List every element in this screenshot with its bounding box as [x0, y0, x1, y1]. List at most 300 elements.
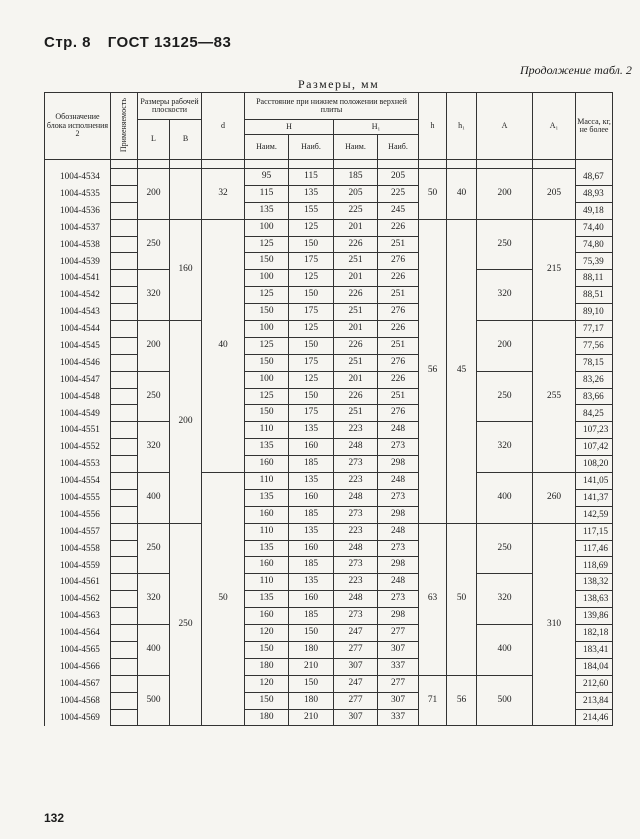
H1-max-cell: 298: [378, 456, 419, 473]
H1-max-cell: 226: [378, 219, 419, 236]
applicability-cell: [111, 354, 138, 371]
H1-max-cell: 248: [378, 473, 419, 490]
H-max-cell: 210: [289, 658, 334, 675]
mass-cell: 83,26: [576, 371, 613, 388]
mass-cell: 107,23: [576, 422, 613, 439]
table-row: [45, 523, 613, 540]
applicability-cell: [111, 202, 138, 219]
table-row: [45, 371, 613, 388]
H1-max-cell: 248: [378, 422, 419, 439]
A-cell: 200: [477, 169, 533, 220]
H-max-cell: 175: [289, 354, 334, 371]
applicability-cell: [111, 371, 138, 388]
H1-max-cell: 276: [378, 253, 419, 270]
H1-min-cell: 307: [334, 658, 378, 675]
applicability-cell: [111, 337, 138, 354]
H1-max-cell: 226: [378, 321, 419, 338]
H1-min-cell: 223: [334, 473, 378, 490]
mass-cell: 77,56: [576, 337, 613, 354]
length-L-cell: 320: [138, 270, 170, 321]
table-row: [45, 321, 613, 338]
H-max-cell: 185: [289, 608, 334, 625]
block-designation: 1004-4537: [45, 219, 111, 236]
H1-max-cell: 276: [378, 304, 419, 321]
A-cell: 400: [477, 473, 533, 524]
A-cell: 250: [477, 219, 533, 270]
table-row: [45, 270, 613, 287]
table-row: [45, 625, 613, 642]
col-A: A: [477, 93, 533, 160]
H1-max-cell: 248: [378, 574, 419, 591]
applicability-cell: [111, 304, 138, 321]
mass-cell: 84,25: [576, 405, 613, 422]
H1-max-cell: 276: [378, 405, 419, 422]
block-designation: 1004-4548: [45, 388, 111, 405]
H-min-cell: 125: [245, 337, 289, 354]
H1-min-cell: 247: [334, 675, 378, 692]
H-min-cell: 125: [245, 287, 289, 304]
H-min-cell: 95: [245, 169, 289, 186]
A-cell: 320: [477, 574, 533, 625]
mass-cell: 75,39: [576, 253, 613, 270]
col-h1: h₁: [447, 93, 477, 160]
col-work-plane: Размеры рабочей плоскости: [138, 93, 202, 120]
H-max-cell: 180: [289, 641, 334, 658]
applicability-cell: [111, 675, 138, 692]
H1-max-cell: 251: [378, 337, 419, 354]
mass-cell: 83,66: [576, 388, 613, 405]
mass-cell: 117,15: [576, 523, 613, 540]
applicability-cell: [111, 388, 138, 405]
H1-max-cell: 226: [378, 270, 419, 287]
block-designation: 1004-4538: [45, 236, 111, 253]
page-number: 132: [44, 811, 65, 825]
H-max-cell: 150: [289, 236, 334, 253]
H1-max-cell: 273: [378, 489, 419, 506]
H-max-cell: 210: [289, 709, 334, 726]
H1-min-cell: 225: [334, 202, 378, 219]
H-max-cell: 175: [289, 253, 334, 270]
block-designation: 1004-4558: [45, 540, 111, 557]
A-cell: 320: [477, 270, 533, 321]
H-max-cell: 115: [289, 169, 334, 186]
applicability-cell: [111, 625, 138, 642]
mass-cell: 139,86: [576, 608, 613, 625]
H-max-cell: 150: [289, 625, 334, 642]
applicability-cell: [111, 236, 138, 253]
H1-min-cell: 223: [334, 523, 378, 540]
H-max-cell: 125: [289, 270, 334, 287]
applicability-cell: [111, 523, 138, 540]
H-min-cell: 150: [245, 354, 289, 371]
applicability-cell: [111, 557, 138, 574]
H1-min-cell: 223: [334, 422, 378, 439]
mass-cell: 108,20: [576, 456, 613, 473]
col-H1-max: Наиб.: [378, 135, 419, 160]
H-max-cell: 125: [289, 219, 334, 236]
H1-max-cell: 307: [378, 692, 419, 709]
block-designation: 1004-4534: [45, 169, 111, 186]
H1-min-cell: 226: [334, 337, 378, 354]
H-max-cell: 185: [289, 506, 334, 523]
col-applicability: [111, 93, 138, 160]
H-min-cell: 100: [245, 321, 289, 338]
h-cell: 63: [419, 523, 447, 675]
table-row: [45, 169, 613, 186]
H-max-cell: 125: [289, 321, 334, 338]
H-min-cell: 110: [245, 523, 289, 540]
H-min-cell: 125: [245, 236, 289, 253]
H1-max-cell: 337: [378, 658, 419, 675]
h-cell: 71: [419, 675, 447, 726]
applicability-cell: [111, 405, 138, 422]
applicability-cell: [111, 506, 138, 523]
H-max-cell: 160: [289, 489, 334, 506]
col-H: H: [245, 120, 334, 135]
applicability-cell: [111, 422, 138, 439]
A-cell: 500: [477, 675, 533, 726]
page-header: [44, 34, 243, 51]
H-max-cell: 175: [289, 405, 334, 422]
h-cell: 56: [419, 219, 447, 523]
H1-min-cell: 248: [334, 591, 378, 608]
table-header: [45, 93, 613, 160]
H1-max-cell: 251: [378, 287, 419, 304]
length-L-cell: 500: [138, 675, 170, 726]
H-max-cell: 135: [289, 473, 334, 490]
A1-cell: 205: [533, 169, 576, 220]
block-designation: 1004-4544: [45, 321, 111, 338]
applicability-cell: [111, 591, 138, 608]
block-designation: 1004-4569: [45, 709, 111, 726]
mass-cell: 141,37: [576, 489, 613, 506]
H1-min-cell: 201: [334, 321, 378, 338]
H-min-cell: 150: [245, 253, 289, 270]
diameter-d-cell: 40: [202, 219, 245, 472]
H1-max-cell: 226: [378, 371, 419, 388]
applicability-cell: [111, 709, 138, 726]
H1-min-cell: 248: [334, 489, 378, 506]
applicability-cell: [111, 219, 138, 236]
H-max-cell: 185: [289, 456, 334, 473]
block-designation: 1004-4557: [45, 523, 111, 540]
H1-min-cell: 273: [334, 557, 378, 574]
H-min-cell: 110: [245, 422, 289, 439]
specification-table: [44, 92, 613, 726]
H-min-cell: 135: [245, 489, 289, 506]
A1-cell: 260: [533, 473, 576, 524]
H-min-cell: 125: [245, 388, 289, 405]
H1-min-cell: 226: [334, 287, 378, 304]
col-A1: A₁: [533, 93, 576, 160]
block-designation: 1004-4535: [45, 185, 111, 202]
H-max-cell: 135: [289, 422, 334, 439]
applicability-cell: [111, 489, 138, 506]
block-designation: 1004-4545: [45, 337, 111, 354]
H-max-cell: 155: [289, 202, 334, 219]
diameter-d-cell: 32: [202, 169, 245, 220]
col-H1-min: Наим.: [334, 135, 378, 160]
applicability-cell: [111, 439, 138, 456]
H-max-cell: 180: [289, 692, 334, 709]
H-max-cell: 150: [289, 675, 334, 692]
length-L-cell: 400: [138, 625, 170, 676]
H1-min-cell: 251: [334, 253, 378, 270]
H-max-cell: 135: [289, 574, 334, 591]
block-designation: 1004-4552: [45, 439, 111, 456]
mass-cell: 142,59: [576, 506, 613, 523]
H-min-cell: 100: [245, 371, 289, 388]
block-designation: 1004-4563: [45, 608, 111, 625]
diameter-d-cell: 50: [202, 473, 245, 726]
applicability-cell: [111, 692, 138, 709]
mass-cell: 212,60: [576, 675, 613, 692]
H1-max-cell: 273: [378, 591, 419, 608]
col-B: B: [170, 120, 202, 160]
block-designation: 1004-4555: [45, 489, 111, 506]
H1-min-cell: 251: [334, 405, 378, 422]
h1-cell: 45: [447, 219, 477, 523]
H-max-cell: 185: [289, 557, 334, 574]
block-designation: 1004-4567: [45, 675, 111, 692]
applicability-cell: [111, 270, 138, 287]
block-designation: 1004-4564: [45, 625, 111, 642]
H-min-cell: 150: [245, 304, 289, 321]
col-H-min: Наим.: [245, 135, 289, 160]
block-designation: 1004-4536: [45, 202, 111, 219]
page-label: Стр. 8: [44, 34, 92, 51]
H1-max-cell: 205: [378, 169, 419, 186]
A1-cell: 255: [533, 321, 576, 473]
applicability-cell: [111, 169, 138, 186]
H1-min-cell: 223: [334, 574, 378, 591]
col-mass: Масса, кг, не более: [576, 93, 613, 160]
width-B-cell: [170, 169, 202, 220]
H1-min-cell: 226: [334, 236, 378, 253]
H-min-cell: 110: [245, 574, 289, 591]
mass-cell: 138,32: [576, 574, 613, 591]
H-max-cell: 160: [289, 591, 334, 608]
mass-cell: 89,10: [576, 304, 613, 321]
H-max-cell: 150: [289, 388, 334, 405]
h-cell: 50: [419, 169, 447, 220]
length-L-cell: 250: [138, 371, 170, 422]
length-L-cell: 320: [138, 422, 170, 473]
A-cell: 250: [477, 371, 533, 422]
H-min-cell: 150: [245, 405, 289, 422]
spacer-row: [45, 160, 613, 169]
table-body: [45, 160, 613, 726]
H1-max-cell: 337: [378, 709, 419, 726]
H1-max-cell: 298: [378, 506, 419, 523]
block-designation: 1004-4566: [45, 658, 111, 675]
H-min-cell: 120: [245, 625, 289, 642]
col-L: L: [138, 120, 170, 160]
col-h: h: [419, 93, 447, 160]
H-min-cell: 160: [245, 506, 289, 523]
h1-cell: 56: [447, 675, 477, 726]
length-L-cell: 250: [138, 219, 170, 270]
H1-min-cell: 201: [334, 371, 378, 388]
block-designation: 1004-4554: [45, 473, 111, 490]
H-min-cell: 135: [245, 439, 289, 456]
mass-cell: 48,67: [576, 169, 613, 186]
block-designation: 1004-4553: [45, 456, 111, 473]
H1-min-cell: 201: [334, 219, 378, 236]
H-min-cell: 150: [245, 692, 289, 709]
A1-cell: 310: [533, 523, 576, 726]
H1-max-cell: 273: [378, 439, 419, 456]
block-designation: 1004-4561: [45, 574, 111, 591]
mass-cell: 138,63: [576, 591, 613, 608]
mass-cell: 117,46: [576, 540, 613, 557]
table-continuation-note: Продолжение табл. 2: [520, 63, 632, 77]
mass-cell: 74,80: [576, 236, 613, 253]
H-min-cell: 135: [245, 540, 289, 557]
block-designation: 1004-4568: [45, 692, 111, 709]
col-H1: H₁: [334, 120, 419, 135]
H-max-cell: 160: [289, 439, 334, 456]
block-designation: 1004-4562: [45, 591, 111, 608]
mass-cell: 184,04: [576, 658, 613, 675]
width-B-cell: 250: [170, 523, 202, 726]
table-row: [45, 422, 613, 439]
mass-cell: 49,18: [576, 202, 613, 219]
H-min-cell: 180: [245, 658, 289, 675]
h1-cell: 50: [447, 523, 477, 675]
H1-min-cell: 247: [334, 625, 378, 642]
H1-max-cell: 276: [378, 354, 419, 371]
applicability-cell: [111, 608, 138, 625]
standard-number: ГОСТ 13125—83: [107, 34, 232, 51]
mass-cell: 107,42: [576, 439, 613, 456]
H-max-cell: 125: [289, 371, 334, 388]
H1-min-cell: 273: [334, 506, 378, 523]
mass-cell: 183,41: [576, 641, 613, 658]
mass-cell: 77,17: [576, 321, 613, 338]
block-designation: 1004-4546: [45, 354, 111, 371]
H1-min-cell: 201: [334, 270, 378, 287]
H1-min-cell: 205: [334, 185, 378, 202]
H-min-cell: 120: [245, 675, 289, 692]
col-d: d: [202, 93, 245, 160]
length-L-cell: 400: [138, 473, 170, 524]
width-B-cell: 160: [170, 219, 202, 320]
block-designation: 1004-4539: [45, 253, 111, 270]
H1-max-cell: 251: [378, 388, 419, 405]
block-designation: 1004-4547: [45, 371, 111, 388]
H-max-cell: 150: [289, 337, 334, 354]
applicability-cell: [111, 185, 138, 202]
H-max-cell: 160: [289, 540, 334, 557]
H1-max-cell: 245: [378, 202, 419, 219]
table-row: [45, 219, 613, 236]
H-min-cell: 110: [245, 473, 289, 490]
col-distance: Расстояние при нижнем положении верхней плиты: [245, 93, 419, 120]
applicability-cell: [111, 574, 138, 591]
H1-min-cell: 248: [334, 439, 378, 456]
block-designation: 1004-4559: [45, 557, 111, 574]
A1-cell: 215: [533, 219, 576, 320]
A-cell: 400: [477, 625, 533, 676]
H-min-cell: 180: [245, 709, 289, 726]
H1-max-cell: 298: [378, 557, 419, 574]
H1-max-cell: 251: [378, 236, 419, 253]
length-L-cell: 200: [138, 169, 170, 220]
col-designation: Обозначение блока исполнения 2: [45, 93, 111, 160]
H-min-cell: 150: [245, 641, 289, 658]
mass-cell: 88,11: [576, 270, 613, 287]
mass-cell: 74,40: [576, 219, 613, 236]
H-min-cell: 100: [245, 270, 289, 287]
sizes-caption: Размеры, мм: [298, 77, 380, 91]
mass-cell: 213,84: [576, 692, 613, 709]
H1-min-cell: 273: [334, 456, 378, 473]
H1-min-cell: 277: [334, 641, 378, 658]
applicability-cell: [111, 456, 138, 473]
mass-cell: 214,46: [576, 709, 613, 726]
table-row: [45, 574, 613, 591]
table-row: [45, 473, 613, 490]
table-row: [45, 675, 613, 692]
block-designation: 1004-4549: [45, 405, 111, 422]
H-min-cell: 100: [245, 219, 289, 236]
col-H-max: Наиб.: [289, 135, 334, 160]
A-cell: 200: [477, 321, 533, 372]
H1-max-cell: 273: [378, 540, 419, 557]
col-applicability-label: Применяемость: [118, 97, 128, 152]
applicability-cell: [111, 253, 138, 270]
length-L-cell: 200: [138, 321, 170, 372]
applicability-cell: [111, 321, 138, 338]
mass-cell: 78,15: [576, 354, 613, 371]
applicability-cell: [111, 473, 138, 490]
block-designation: 1004-4541: [45, 270, 111, 287]
H1-min-cell: 248: [334, 540, 378, 557]
mass-cell: 48,93: [576, 185, 613, 202]
H1-min-cell: 185: [334, 169, 378, 186]
applicability-cell: [111, 641, 138, 658]
H1-min-cell: 251: [334, 354, 378, 371]
H1-max-cell: 225: [378, 185, 419, 202]
applicability-cell: [111, 658, 138, 675]
H-max-cell: 175: [289, 304, 334, 321]
mass-cell: 141,05: [576, 473, 613, 490]
H1-max-cell: 277: [378, 625, 419, 642]
H-max-cell: 135: [289, 523, 334, 540]
block-designation: 1004-4551: [45, 422, 111, 439]
H-min-cell: 135: [245, 202, 289, 219]
length-L-cell: 320: [138, 574, 170, 625]
H1-max-cell: 277: [378, 675, 419, 692]
H-min-cell: 160: [245, 608, 289, 625]
h1-cell: 40: [447, 169, 477, 220]
mass-cell: 182,18: [576, 625, 613, 642]
H1-min-cell: 251: [334, 304, 378, 321]
width-B-cell: 200: [170, 321, 202, 524]
block-designation: 1004-4556: [45, 506, 111, 523]
mass-cell: 118,69: [576, 557, 613, 574]
H1-min-cell: 273: [334, 608, 378, 625]
H1-max-cell: 307: [378, 641, 419, 658]
H1-max-cell: 248: [378, 523, 419, 540]
H-max-cell: 150: [289, 287, 334, 304]
block-designation: 1004-4542: [45, 287, 111, 304]
H1-max-cell: 298: [378, 608, 419, 625]
H-min-cell: 160: [245, 557, 289, 574]
applicability-cell: [111, 287, 138, 304]
H-min-cell: 115: [245, 185, 289, 202]
